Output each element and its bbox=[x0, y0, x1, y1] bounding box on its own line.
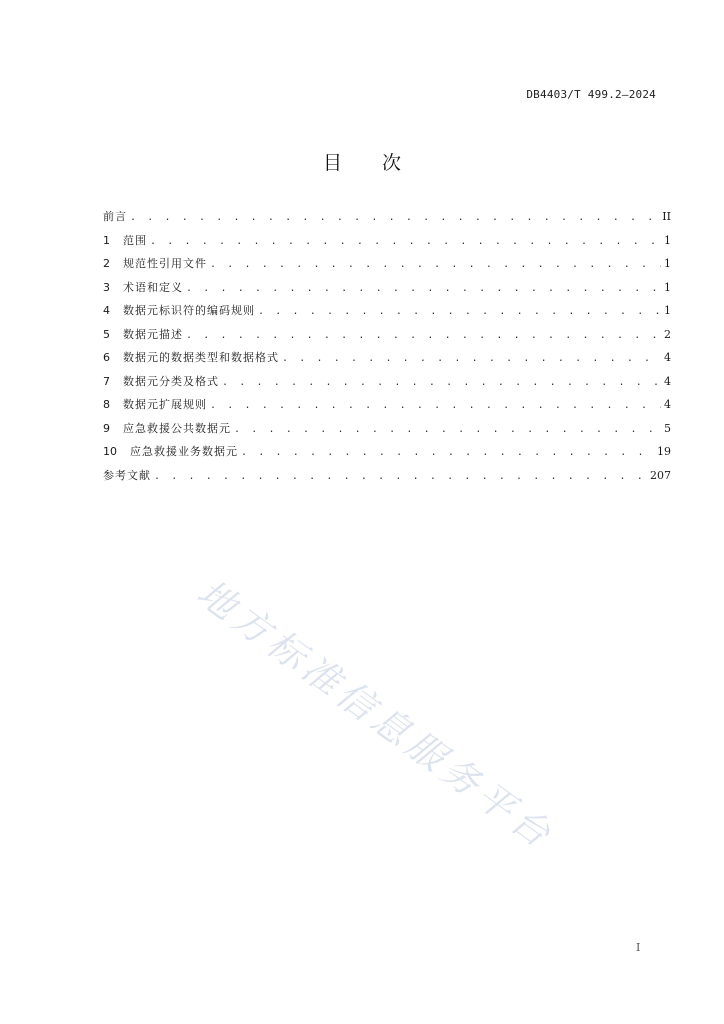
toc-entry-label: 参考文献 bbox=[103, 468, 151, 482]
toc-entry-page: 207 bbox=[650, 468, 671, 482]
dot-leader bbox=[234, 418, 661, 442]
toc-entry-label: 数据元分类及格式 bbox=[123, 374, 219, 388]
toc-entry-3[interactable] bbox=[103, 276, 671, 300]
toc-entry-page: 19 bbox=[657, 445, 671, 458]
toc-entry-number: 5 bbox=[103, 327, 110, 341]
toc-entry-label: 范围 bbox=[123, 233, 147, 247]
watermark: 地方标准信息服务平台 bbox=[189, 571, 563, 859]
toc-entry-5[interactable] bbox=[103, 323, 671, 347]
toc-entry-page: 1 bbox=[664, 257, 671, 270]
toc-entry-number: 4 bbox=[103, 304, 110, 317]
toc-entry-number: 8 bbox=[103, 398, 110, 411]
dot-leader bbox=[258, 300, 661, 324]
toc-entry-label: 数据元扩展规则 bbox=[123, 398, 207, 411]
dot-leader bbox=[154, 465, 647, 489]
page-title-right: 次 bbox=[382, 152, 402, 174]
toc-entry-label: 数据元描述 bbox=[123, 327, 183, 341]
dot-leader bbox=[222, 371, 661, 395]
toc-entry-4[interactable] bbox=[103, 299, 671, 323]
toc-entry-page: 2 bbox=[664, 327, 671, 341]
toc-entry-2[interactable] bbox=[103, 252, 671, 276]
toc-entry-label: 术语和定义 bbox=[123, 280, 183, 294]
toc-entry-label: 数据元标识符的编码规则 bbox=[123, 304, 255, 317]
dot-leader bbox=[210, 394, 661, 418]
toc-entry-7[interactable] bbox=[103, 370, 671, 394]
toc-entry-8[interactable] bbox=[103, 393, 671, 417]
toc-entry-references[interactable] bbox=[103, 464, 671, 488]
toc-entry-page: 1 bbox=[664, 280, 671, 294]
dot-leader bbox=[150, 230, 661, 254]
toc-entry-page: II bbox=[662, 210, 671, 223]
toc-entry-label: 数据元的数据类型和数据格式 bbox=[123, 351, 279, 364]
toc-entry-number: 2 bbox=[103, 257, 110, 270]
toc-entry-number: 6 bbox=[103, 351, 110, 364]
dot-leader bbox=[186, 324, 661, 348]
toc-entry-label: 规范性引用文件 bbox=[123, 257, 207, 270]
toc-entry-page: 1 bbox=[664, 233, 671, 247]
page-title bbox=[0, 148, 724, 175]
toc-entry-page: 4 bbox=[664, 351, 671, 364]
document-code: DB4403/T 499.2—2024 bbox=[526, 88, 656, 101]
dot-leader bbox=[241, 441, 654, 465]
toc-entry-label: 应急救援业务数据元 bbox=[130, 445, 238, 458]
dot-leader bbox=[186, 277, 661, 301]
dot-leader bbox=[282, 347, 661, 371]
toc-entry-page: 4 bbox=[664, 374, 671, 388]
dot-leader bbox=[130, 206, 659, 230]
toc-entry-number: 10 bbox=[103, 445, 117, 458]
toc-entry-number: 9 bbox=[103, 421, 110, 435]
toc-entry-label: 应急救援公共数据元 bbox=[123, 421, 231, 435]
toc-entry-6[interactable] bbox=[103, 346, 671, 370]
toc-entry-1[interactable] bbox=[103, 229, 671, 253]
page-number: I bbox=[636, 941, 641, 954]
toc-entry-label: 前言 bbox=[103, 210, 127, 223]
toc-entry-page: 4 bbox=[664, 398, 671, 411]
toc-entry-page: 5 bbox=[664, 421, 671, 435]
toc-entry-10[interactable] bbox=[103, 440, 671, 464]
toc-entry-number: 3 bbox=[103, 280, 110, 294]
toc-entry-number: 7 bbox=[103, 374, 110, 388]
toc-entry-page: 1 bbox=[664, 304, 671, 317]
toc-entry-preface[interactable] bbox=[103, 205, 671, 229]
toc-entry-9[interactable] bbox=[103, 417, 671, 441]
dot-leader bbox=[210, 253, 661, 277]
page-title-left: 目 bbox=[322, 152, 342, 174]
toc-entry-number: 1 bbox=[103, 233, 110, 247]
table-of-contents bbox=[103, 205, 671, 487]
